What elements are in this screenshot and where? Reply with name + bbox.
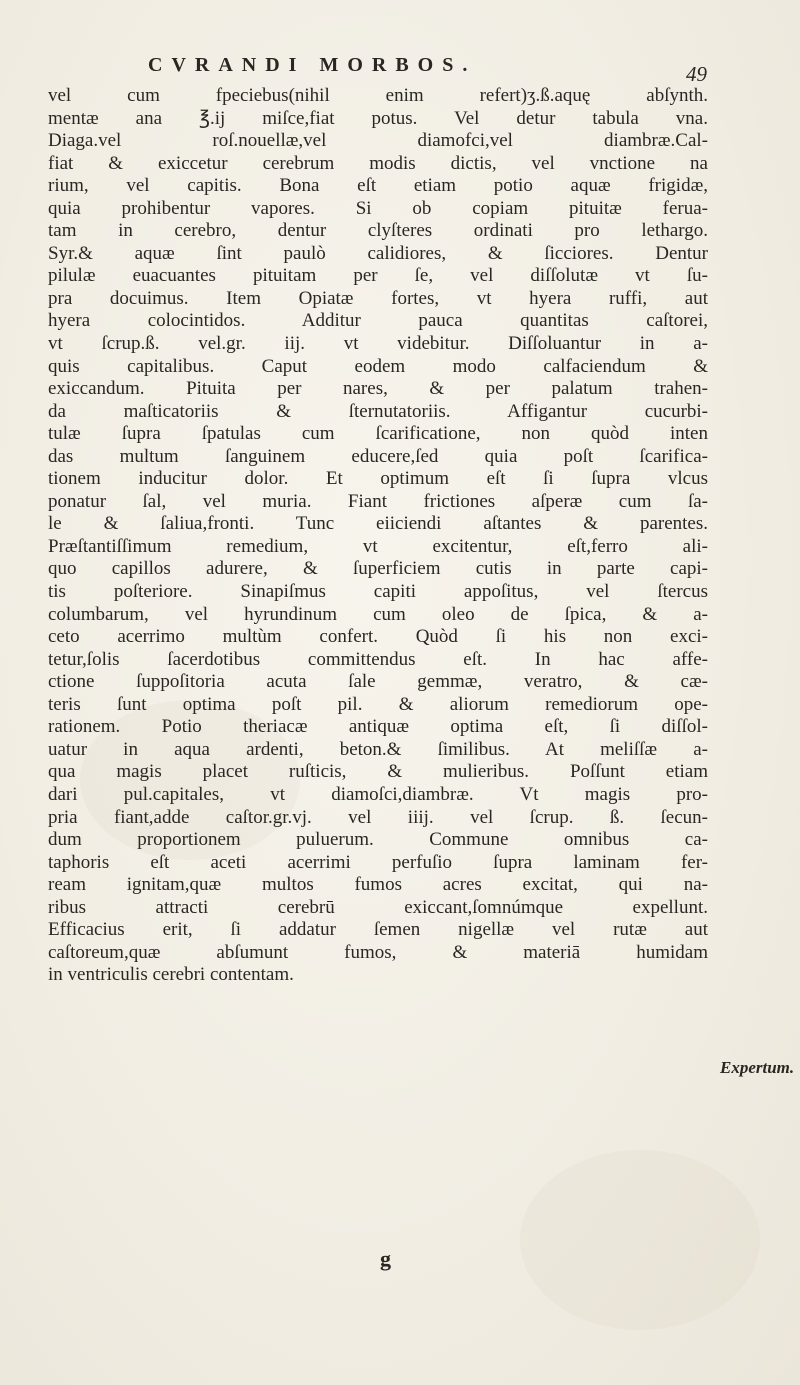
text-line: ceto acerrimo multùm confert. Quòd ſi his non exci- [48, 626, 708, 648]
text-line: Diaga.vel roſ.nouellæ,vel diamofci,vel diambræ.Cal- [48, 130, 708, 152]
text-line: ribus attracti cerebrū exiccant,ſomnúmque expellunt. [48, 896, 708, 918]
text-line: tetur,ſolis ſacerdotibus committendus eſt. In hac affe- [48, 648, 708, 670]
body-text [48, 85, 708, 987]
text-line: mentæ ana ℥.ij miſce,fiat potus. Vel detur tabula vna. [48, 107, 708, 129]
text-line: pra docuimus. Item Opiatæ fortes, vt hyera ruffi, aut [48, 287, 708, 309]
text-line: exiccandum. Pituita per nares, & per palatum trahen- [48, 378, 708, 400]
text-line: teris ſunt optima poſt pil. & aliorum remediorum ope- [48, 693, 708, 715]
text-line: taphoris eſt aceti acerrimi perfuſio ſupra laminam fer- [48, 851, 708, 873]
text-line: pria fiant,adde caſtor.gr.vj. vel iiij. vel ſcrup. ß. ſecun- [48, 806, 708, 828]
page-number: 49 [686, 62, 707, 86]
text-line: ponatur ſal, vel muria. Fiant frictiones aſperæ cum ſa- [48, 490, 708, 512]
text-line: das multum ſanguinem educere,ſed quia poſt ſcarifica- [48, 445, 708, 467]
text-line: Præſtantiſſimum remedium, vt excitentur, eſt,ferro ali- [48, 535, 708, 557]
text-line: tam in cerebro, dentur clyſteres ordinati pro lethargo. [48, 220, 708, 242]
running-title: CVRANDI MORBOS. [148, 54, 477, 76]
text-line: dari pul.capitales, vt diamoſci,diambræ. Vt magis pro- [48, 783, 708, 805]
text-line: tis poſteriore. Sinapiſmus capiti appoſitus, vel ſtercus [48, 581, 708, 603]
text-line: fiat & exiccetur cerebrum modis dictis, vel vnctione na [48, 152, 708, 174]
text-line: quis capitalibus. Caput eodem modo calfaciendum & [48, 355, 708, 377]
text-line: da maſticatoriis & ſternutatoriis. Affigantur cucurbi- [48, 400, 708, 422]
text-line: dum proportionem puluerum. Commune omnibus ca- [48, 829, 708, 851]
text-line: Efficacius erit, ſi addatur ſemen nigellæ vel rutæ aut [48, 919, 708, 941]
text-line: tionem inducitur dolor. Et optimum eſt ſi ſupra vlcus [48, 468, 708, 490]
paper-stain [520, 1150, 760, 1330]
text-line: quo capillos adurere, & ſuperficiem cutis in parte capi- [48, 558, 708, 580]
text-line: Syr.& aquæ ſint paulò calidiores, & ſicciores. Dentur [48, 242, 708, 264]
text-line: le & ſaliua,fronti. Tunc eiiciendi aſtantes & parentes. [48, 513, 708, 535]
text-line: uatur in aqua ardenti, beton.& ſimilibus. At meliſſæ a- [48, 738, 708, 760]
text-line: columbarum, vel hyrundinum cum oleo de ſpica, & a- [48, 603, 708, 625]
text-line: vel cum fpeciebus(nihil enim refert)ʒ.ß.aquę abſynth. [48, 85, 708, 106]
text-line: rationem. Potio theriacæ antiquæ optima eſt, ſi diſſol- [48, 716, 708, 738]
text-line: rium, vel capitis. Bona eſt etiam potio aquæ frigidæ, [48, 175, 708, 197]
text-line: pilulæ euacuantes pituitam per ſe, vel diſſolutæ vt ſu- [48, 265, 708, 287]
text-line: ctione ſuppoſitoria acuta ſale gemmæ, veratro, & cæ- [48, 671, 708, 693]
text-line: ream ignitam,quæ multos fumos acres excitat, qui na- [48, 874, 708, 896]
text-line: vt ſcrup.ß. vel.gr. iij. vt videbitur. Diſſoluantur in a- [48, 333, 708, 355]
signature-mark: g [380, 1246, 391, 1271]
text-line: in ventriculis cerebri contentam. [48, 964, 294, 986]
text-line: quia prohibentur vapores. Si ob copiam pituitæ ferua- [48, 197, 708, 219]
margin-note: Expertum. [720, 1058, 795, 1077]
text-line: caſtoreum,quæ abſumunt fumos, & materiā humidam [48, 941, 708, 963]
text-line: qua magis placet ruſticis, & mulieribus. Poſſunt etiam [48, 761, 708, 783]
text-line: tulæ ſupra ſpatulas cum ſcarificatione, non quòd inten [48, 423, 708, 445]
text-line: hyera colocintidos. Additur pauca quantitas caſtorei, [48, 310, 708, 332]
